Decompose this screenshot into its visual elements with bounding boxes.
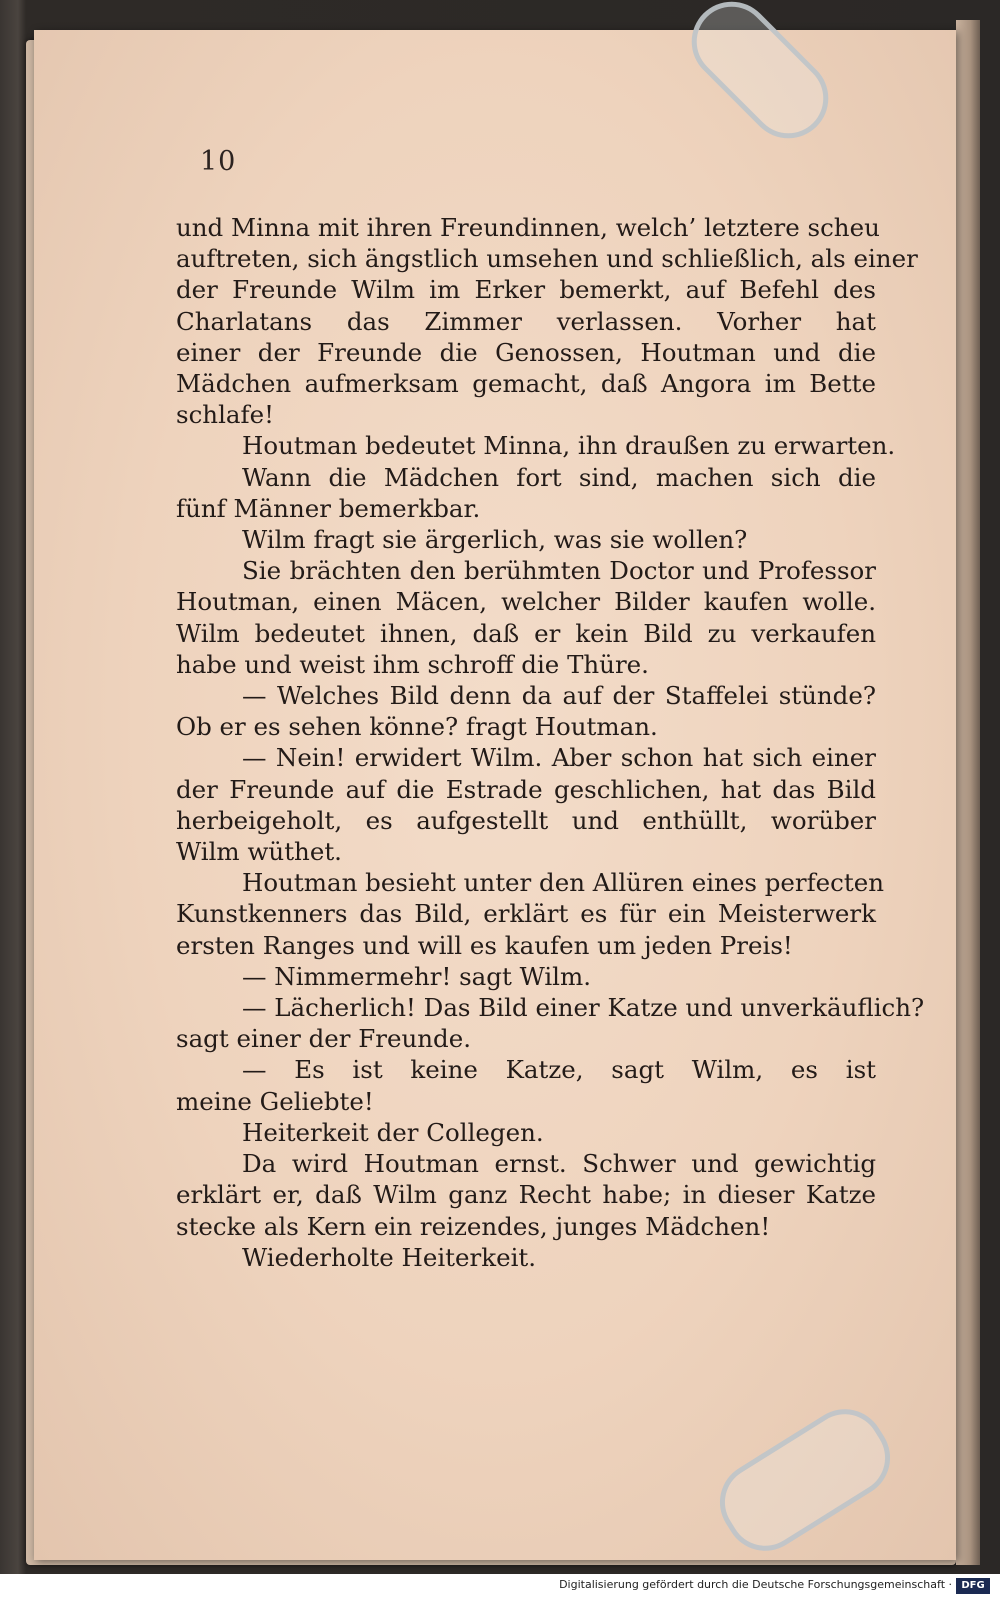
text-line: der Freunde Wilm im Erker bemerkt, auf Befehl des bbox=[176, 275, 876, 305]
text-line: Wann die Mädchen fort sind, machen sich die bbox=[242, 462, 876, 492]
text-line: und Minna mit ihren Freundinnen, welch’ letztere scheu bbox=[176, 213, 880, 242]
text-line: Wilm bedeutet ihnen, daß er kein Bild zu verkaufen bbox=[176, 618, 876, 648]
text-line: Heiterkeit der Collegen. bbox=[242, 1117, 544, 1147]
text-line: Kunstkenners das Bild, erklärt es für ein Meisterwerk bbox=[176, 899, 876, 929]
text-line: fünf Männer bemerkbar. bbox=[176, 493, 481, 523]
text-line: — Lächerlich! Das Bild einer Katze und unverkäuflich? bbox=[242, 993, 925, 1023]
text-line: Houtman, einen Mäcen, welcher Bilder kaufen wolle. bbox=[176, 587, 876, 617]
text-line: Da wird Houtman ernst. Schwer und gewichtig bbox=[242, 1149, 876, 1179]
text-line: Charlatans das Zimmer verlassen. Vorher hat bbox=[176, 306, 876, 336]
text-line: Mädchen aufmerksam gemacht, daß Angora im Bette bbox=[176, 369, 876, 399]
text-line: Ob er es sehen könne? fragt Houtman. bbox=[176, 712, 658, 742]
text-line: — Es ist keine Katze, sagt Wilm, es ist bbox=[242, 1055, 876, 1085]
dfg-logo: DFG bbox=[956, 1578, 990, 1594]
text-line: Wiederholte Heiterkeit. bbox=[242, 1242, 537, 1272]
digitization-footer bbox=[0, 1574, 1000, 1599]
text-line: meine Geliebte! bbox=[176, 1086, 374, 1116]
text-line: habe und weist ihm schroff die Thüre. bbox=[176, 649, 649, 679]
text-line: erklärt er, daß Wilm ganz Recht habe; in dieser Katze bbox=[176, 1180, 876, 1210]
page-number: 10 bbox=[200, 146, 237, 177]
text-line: einer der Freunde die Genossen, Houtman und die bbox=[176, 337, 876, 367]
text-line: stecke als Kern ein reizendes, junges Mädchen! bbox=[176, 1211, 771, 1241]
text-line: sagt einer der Freunde. bbox=[176, 1024, 472, 1054]
text-line: der Freunde auf die Estrade geschlichen, hat das Bild bbox=[176, 774, 876, 804]
text-line: — Welches Bild denn da auf der Staffelei stünde? bbox=[242, 681, 876, 711]
text-line: Houtman besieht unter den Allüren eines perfecten bbox=[242, 868, 885, 898]
text-line: — Nimmermehr! sagt Wilm. bbox=[242, 961, 592, 991]
text-line: schlafe! bbox=[176, 400, 274, 430]
body-text bbox=[176, 212, 925, 1273]
text-line: Wilm wüthet. bbox=[176, 837, 342, 867]
text-line: Sie brächten den berühmten Doctor und Professor bbox=[242, 556, 876, 586]
text-line: ersten Ranges und will es kaufen um jeden Preis! bbox=[176, 930, 793, 960]
footer-credit: Digitalisierung gefördert durch die Deutsche Forschungsgemeinschaft · bbox=[559, 1578, 952, 1591]
text-line: — Nein! erwidert Wilm. Aber schon hat sich einer bbox=[242, 743, 876, 773]
text-line: Houtman bedeutet Minna, ihn draußen zu erwarten. bbox=[242, 431, 896, 461]
text-line: auftreten, sich ängstlich umsehen und schließlich, als einer bbox=[176, 244, 918, 274]
text-line: Wilm fragt sie ärgerlich, was sie wollen? bbox=[242, 525, 748, 555]
text-line: herbeigeholt, es aufgestellt und enthüllt, worüber bbox=[176, 805, 876, 835]
book-edge bbox=[956, 20, 980, 1565]
